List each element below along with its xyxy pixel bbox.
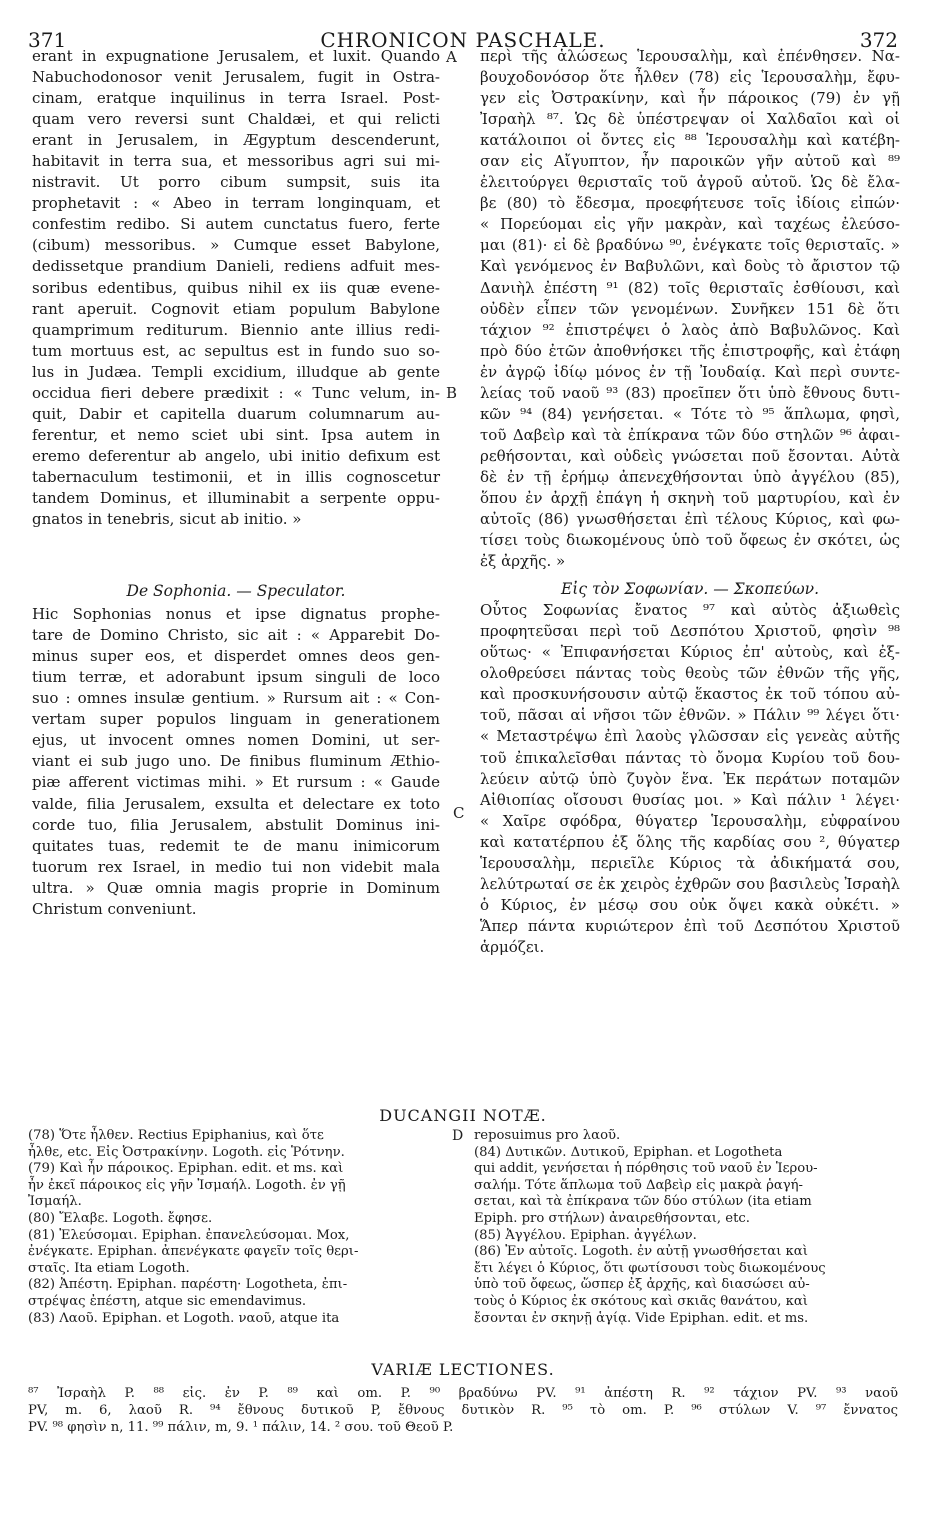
text-line: Ἱερουσαλὴμ, περιεῖλε Κύριος τὰ ἀδικήματά σου,	[480, 853, 900, 872]
text-line: ἔτι λέγει ὁ Κύριος, ὅτι φωτίσουσι τοὺς διωκομένους	[474, 1260, 826, 1276]
text-line: ferentur, et nemo sciet ubi sint. Ipsa autem in	[32, 425, 440, 444]
margin-letter-d: D	[452, 1128, 464, 1144]
text-line: ἐλειτούργει θερισταῖς τοῦ ἀγροῦ αὐτοῦ. Ὡς δὲ ἔλα-	[480, 173, 900, 192]
text-line: ἐνέγκατε. Epiphan. ἀπενέγκατε φαγεῖν τοῖς θερι-	[28, 1244, 359, 1260]
text-line: προφητεῦσαι περὶ τοῦ Δεσπότου Χριστοῦ, φησὶν ⁹⁸	[480, 622, 900, 641]
text-line: Καὶ γενόμενος ἐν Βαβυλῶνι, καὶ δοὺς τὸ ἄριστον τῷ	[480, 257, 900, 276]
text-line: gnatos in tenebris, sicut ab initio. »	[32, 510, 302, 529]
text-line: PV, m. 6, λαοῦ R. ⁹⁴ ἔθνους δυτικοῦ P, ἔθνους δυτικὸν R. ⁹⁵ τὸ om. P. ⁹⁶ στύλων V. ⁹⁷ ἔννατος	[28, 1403, 898, 1418]
margin-letter-b: B	[446, 384, 458, 402]
text-line: (79) Καὶ ἦν πάροικος. Epiphan. edit. et ms. καὶ	[28, 1161, 344, 1177]
page	[28, 14, 898, 1082]
text-line: περὶ τῆς ἁλώσεως Ἱερουσαλὴμ, καὶ ἐπένθησεν. Να-	[480, 47, 900, 65]
text-line: cinam, eratque inquilinus in terra Israel. Post-	[32, 89, 440, 108]
text-line: corde tuo, filia Jerusalem, abstulit Dominus ini-	[32, 815, 440, 834]
text-line: Αἰθιοπίας οἴσουσι θυσίας μοι. » Καὶ πάλιν ¹ λέγει·	[480, 790, 900, 809]
page-number-left: 371	[28, 28, 67, 52]
text-line: tium terræ, et adorabunt ipsum singuli de loco	[32, 668, 440, 687]
notes-right-column	[474, 1128, 898, 1327]
text-line: ⁸⁷ Ἰσραὴλ P. ⁸⁸ εἰς. ἐν P. ⁸⁹ καὶ om. P. ⁹⁰ βραδύνω PV. ⁹¹ ἀπέστη R. ⁹² τάχιον PV. ⁹³ ναοῦ	[28, 1386, 898, 1401]
text-line: τοῦ, πᾶσαι αἱ νῆσοι τῶν ἐθνῶν. » Πάλιν ⁹⁹ λέγει ὅτι·	[480, 706, 900, 725]
text-line: Δανιὴλ ἐπέστη ⁹¹ (82) τοῖς θερισταῖς ἐσθίουσι, καὶ	[480, 278, 900, 297]
text-line: valde, filia Jerusalem, exsulta et delectare ex toto	[32, 794, 440, 813]
ducange-notes	[28, 1106, 898, 1326]
text-line: occidua fieri debere prædixit : « Tunc velum, in-	[32, 383, 440, 402]
text-line: ejus, ut invocent omnes nomen Domini, ut ser-	[32, 731, 440, 750]
text-line: (85) Ἀγγέλου. Epiphan. ἀγγέλων.	[474, 1227, 697, 1243]
latin-column	[32, 46, 440, 920]
text-line: (86) Ἐν αὐτοῖς. Logoth. ἐν αὐτῇ γνωσθήσεται καὶ	[474, 1244, 808, 1260]
text-line: (80) Ἔλαβε. Logoth. ἔφησε.	[28, 1210, 213, 1226]
text-line: τοῦ ἐπικαλεῖσθαι πάντας τὸ ὄνομα Κυρίου τοῦ δου-	[480, 748, 900, 767]
text-line: confestim redibo. Si autem cunctatus fuero, ferte	[32, 215, 440, 234]
text-line: Οὗτος Σοφωνίας ἔνατος ⁹⁷ καὶ αὐτὸς ἀξιωθεὶς	[480, 601, 900, 620]
text-line: γεν εἰς Ὀστρακίνην, καὶ ἦν πάροικος (79) ἐν γῇ	[480, 89, 900, 108]
margin-letter-c: C	[453, 804, 465, 822]
text-line: οὐδὲν εἶπεν τῶν γενομένων. Συνῆκεν 151 δὲ ὅτι	[480, 299, 900, 318]
notes-heading: DUCANGII NOTÆ.	[379, 1106, 547, 1125]
text-line: dedissetque prandium Danieli, rediens adfuit mes-	[32, 257, 440, 276]
text-line: αὐτοῖς (86) γνωσθήσεται ἐπὶ τέλους Κύριος, καὶ φω-	[480, 510, 900, 529]
text-line: erant in Jerusalem, in Ægyptum descenderunt,	[32, 131, 440, 150]
text-line: Christum conveniunt.	[32, 899, 197, 918]
text-line: τάχιον ⁹² ἐπιστρέψει ὁ λαὸς ἀπὸ Βαβυλῶνος. Καὶ	[480, 320, 900, 339]
text-line: ἦν ἐκεῖ πάροικος εἰς γῆν Ἰσμαήλ. Logoth. ἐν γῇ	[28, 1177, 346, 1193]
text-line: soribus edentibus, quibus nihil ex iis quæ evene-	[32, 278, 440, 297]
text-line: suo : omnes insulæ gentium. » Rursum ait : « Con-	[32, 689, 440, 708]
text-line: ὅπου ἐν ἀρχῇ ἐπάγη ἡ σκηνὴ τοῦ μαρτυρίου, καὶ ἐν	[480, 488, 900, 507]
text-line: πρὸ δύο ἐτῶν ἀποθνήσκει τῆς ἐπιστροφῆς, καὶ ἐτάφη	[480, 341, 900, 360]
text-line: καὶ προσκυνήσουσιν αὐτῷ ἕκαστος ἐκ τοῦ τόπου αὐ-	[480, 685, 900, 704]
running-title: CHRONICON PASCHALE.	[320, 28, 606, 52]
text-line: λεύειν αὐτῷ ὑπὸ ζυγὸν ἕνα. Ἐκ περάτων ποταμῶν	[480, 769, 900, 788]
text-line: λείας τοῦ ναοῦ ⁹³ (83) προεῖπεν ὅτι ὑπὸ ἔθνους δυτι-	[480, 383, 900, 402]
text-line: tuorum rex Israel, in medio tui non videbit mala	[32, 857, 440, 876]
text-line: ἁρμόζει.	[480, 937, 545, 956]
text-line: quam vero reversi sunt Chaldæi, et qui relicti	[32, 110, 440, 129]
text-line: tandem Dominus, et illuminabit a serpente oppu-	[32, 488, 440, 507]
text-line: « Πορεύομαι εἰς γῆν μακρὰν, καὶ ταχέως ἐλεύσο-	[480, 215, 900, 234]
text-line: ἦλθε, etc. Εἰς Ὀστρακίνην. Logoth. εἰς Ῥότνην.	[28, 1144, 345, 1160]
text-line: βουχοδονόσορ ὅτε ἦλθεν (78) εἰς Ἱερουσαλὴμ, ἔφυ-	[480, 68, 900, 87]
main-columns	[28, 46, 898, 1082]
running-header	[28, 14, 898, 52]
text-line: τοῦ Δαβεὶρ καὶ τὰ ἐπίκρανα τῶν δύο στηλῶν ⁹⁶ ἀφαι-	[480, 425, 900, 444]
text-line: qui addit, γενήσεται ἡ πόρθησις τοῦ ναοῦ ἐν Ἱερου-	[474, 1161, 818, 1177]
text-line: quit, Dabir et capitella duarum columnarum au-	[32, 404, 440, 423]
text-line: κῶν ⁹⁴ (84) γενήσεται. « Τότε τὸ ⁹⁵ ἅπλωμα, φησὶ,	[480, 404, 900, 423]
greek-paragraph-1	[480, 46, 900, 572]
text-line: σαλήμ. Τότε ἅπλωμα τοῦ Δαβεὶρ εἰς μακρὰ ῥαγή-	[474, 1177, 804, 1193]
text-line: κατάλοιποι οἱ ὄντες εἰς ⁸⁸ Ἱερουσαλὴμ καὶ κατέβη-	[480, 131, 900, 150]
text-line: eremo deferentur ab angelo, ubi initio defixum est	[32, 446, 440, 465]
text-line: habitavit in terra sua, et messoribus agri sui mi-	[32, 152, 440, 171]
text-line: vertam super populos linguam in generationem	[32, 710, 440, 729]
text-line: στρέψας ἐπέστη, atque sic emendavimus.	[28, 1293, 307, 1309]
margin-letter-a: A	[446, 48, 457, 66]
text-line: Hic Sophonias nonus et ipse dignatus prophe-	[32, 605, 440, 624]
text-line: ὑπὸ τοῦ ὄφεως, ὥσπερ ἐξ ἀρχῆς, καὶ διασώσει αὐ-	[474, 1277, 810, 1293]
text-line: καὶ κατατέρπου ἐξ ὅλης τῆς καρδίας σου ², θύγατερ	[480, 832, 900, 851]
text-line: erant in expugnatione Jerusalem, et luxit. Quando	[32, 47, 440, 65]
text-line: « Μεταστρέψω ἐπὶ λαοὺς γλῶσσαν εἰς γενεὰς αὐτῆς	[480, 727, 900, 746]
text-line: (81) Ἐλεύσομαι. Epiphan. ἐπανελεύσομαι. Mox,	[28, 1227, 350, 1243]
text-line: τοὺς ὁ Κύριος ἐκ σκότους καὶ σκιᾶς θανάτου, καὶ	[474, 1293, 808, 1309]
text-line: (78) Ὅτε ἦλθεν. Rectius Epiphanius, καὶ ὅτε	[28, 1128, 324, 1143]
text-line: δὲ ἐν τῇ ἐρήμῳ ἀπενεχθήσονται ὑπὸ ἀγγέλου (85),	[480, 467, 900, 486]
text-line: quamprimum rediturum. Biennio ante illius redi-	[32, 320, 440, 339]
text-line: Ἰσμαήλ.	[28, 1194, 82, 1210]
text-line: τίσει τοὺς διωκομένους ὑπὸ τοῦ ὄφεως ἐν σκότει, ὡς	[480, 531, 900, 550]
text-line: ολοθρεύσει πάντας τοὺς θεοὺς τῶν ἐθνῶν τῆς γῆς,	[480, 664, 900, 683]
text-line: Nabuchodonosor venit Jerusalem, fugit in Ostra-	[32, 68, 440, 87]
greek-subheading: Εἰς τὸν Σοφωνίαν. — Σκοπεύων.	[560, 580, 820, 599]
text-line: ἐξ ἀρχῆς. »	[480, 552, 566, 571]
text-line: tabernaculum testimonii, et in illis cognoscetur	[32, 467, 440, 486]
latin-subheading: De Sophonia. — Speculator.	[126, 582, 346, 601]
latin-paragraph-1	[32, 46, 440, 530]
notes-left-column	[28, 1128, 460, 1327]
text-line: tum mortuus est, ac sepultus est in fundo suo so-	[32, 341, 440, 360]
text-line: rant aperuit. Cognovit etiam populum Babylone	[32, 299, 440, 318]
page-number-right: 372	[859, 28, 898, 52]
text-line: ultra. » Quæ omnia magis proprie in Dominum	[32, 878, 440, 897]
text-line: (cibum) messoribus. » Cumque esset Babylone,	[32, 236, 440, 255]
text-line: Epiph. pro στήλων) ἀναιρεθήσονται, etc.	[474, 1210, 750, 1226]
text-line: βε (80) τὸ ἔδεσμα, προεφήτευσε τοῖς ἰδίοις εἰπών·	[480, 194, 900, 213]
text-line: ἐν ἀγρῷ ἰδίῳ μόνος ἐν τῇ Ἰουδαίᾳ. Καὶ περὶ συντε-	[480, 362, 900, 381]
text-line: (83) Λαοῦ. Epiphan. et Logoth. ναοῦ, atque ita	[28, 1310, 340, 1326]
text-line: tare de Domino Christo, sic ait : « Apparebit Do-	[32, 626, 440, 645]
greek-column	[480, 46, 900, 958]
text-line: lus in Judæa. Templi excidium, illudque ab gente	[32, 362, 440, 381]
greek-paragraph-2	[480, 600, 900, 958]
text-line: ρεθήσονται, καὶ οὐδεὶς γνώσεται ποῦ ἔσονται. Αὐτὰ	[480, 446, 900, 465]
text-line: prophetavit : « Abeo in terram longinquam, et	[32, 194, 440, 213]
text-line: viant ei sub jugo uno. De finibus fluminum Æthio-	[32, 752, 440, 771]
text-line: σεται, καὶ τὰ ἐπίκρανα τῶν δύο στύλων (ita etiam	[474, 1194, 812, 1210]
text-line: σαν εἰς Αἴγυπτον, ἦν παροικῶν γῆν αὐτοῦ καὶ ⁸⁹	[480, 152, 900, 171]
text-line: ἔσονται ἐν σκηνῇ ἁγίᾳ. Vide Epiphan. edit. et ms.	[474, 1310, 809, 1326]
text-line: PV. ⁹⁸ φησὶν n, 11. ⁹⁹ πάλιν, m, 9. ¹ πάλιν, 14. ² σου. τοῦ Θεοῦ P.	[28, 1420, 454, 1435]
text-line: « Χαῖρε σφόδρα, θύγατερ Ἱερουσαλὴμ, εὐφραίνου	[480, 811, 900, 830]
latin-paragraph-2	[32, 604, 440, 920]
text-line: Ἅπερ πάντα κυριώτερον ἐπὶ τοῦ Δεσπότου Χριστοῦ	[480, 916, 900, 935]
text-line: ὁ Κύριος, ἐν μέσῳ σου οὐκ ὄψει κακὰ οὐκέτι. »	[480, 895, 900, 914]
variae-lectiones	[28, 1360, 898, 1436]
text-line: σταῖς. Ita etiam Logoth.	[28, 1260, 190, 1276]
text-line: (84) Δυτικῶν. Δυτικοῦ, Epiphan. et Logotheta	[474, 1144, 783, 1160]
text-line: μαι (81)· εἰ δὲ βραδύνω ⁹⁰, ἐνέγκατε τοῖς θερισταῖς. »	[480, 236, 900, 255]
text-line: οὕτως· « Ἐπιφανήσεται Κύριος ἐπ' αὐτοὺς, καὶ ἐξ-	[480, 643, 900, 662]
text-line: quitates tuas, redemit te de manu inimicorum	[32, 836, 440, 855]
text-line: reposuimus pro λαοῦ.	[474, 1128, 621, 1143]
text-line: (82) Ἀπέστη. Epiphan. παρέστη· Logotheta, ἐπι-	[28, 1277, 348, 1293]
text-line: minus super eos, et disperdet omnes deos gen-	[32, 647, 440, 666]
text-line: Ἰσραὴλ ⁸⁷. Ὡς δὲ ὑπέστρεψαν οἱ Χαλδαῖοι καὶ οἱ	[480, 110, 900, 129]
text-line: nistravit. Ut porro cibum sumpsit, suis ita	[32, 173, 440, 192]
variae-lines	[28, 1385, 898, 1436]
text-line: piæ afferent victimas mihi. » Et rursum : « Gaude	[32, 773, 440, 792]
variae-heading: VARIÆ LECTIONES.	[371, 1360, 555, 1379]
text-line: λελύτρωταί σε ἐκ χειρὸς ἐχθρῶν σου βασιλεὺς Ἰσραὴλ	[480, 874, 900, 893]
